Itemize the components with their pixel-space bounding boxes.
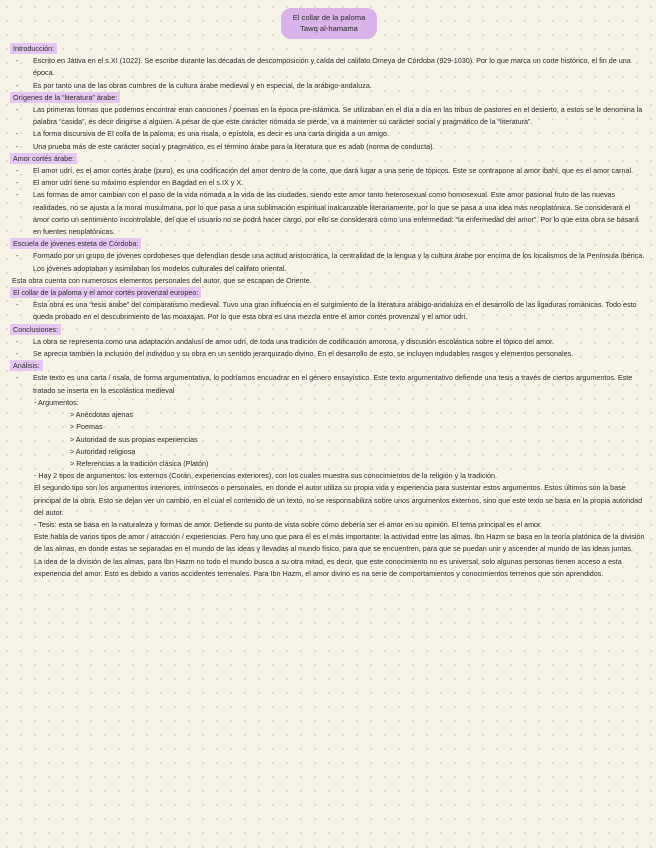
- heading-conclusiones: Conclusiones:: [10, 324, 61, 335]
- segundo-paragraph: El segundo tipo son los argumentos interiores, intrínsecos o personales, en donde el autor utiliza su propia vida y experiencia para sustentar estos argumentos. Estos últimos son la base principal de la obra. Esto se dejan ver un cambio, en el cual el contenido de un texto, no se responsabiliza sobre unos argumentos externos, sino que este texto se basa en la propia autoridad del autor.: [34, 483, 643, 517]
- tipos-paragraph: - Hay 2 tipos de argumentos: los externos (Corán, experiencias exteriores), con los cuales muestra sus conocimientos de la religión y la tradición.: [34, 471, 498, 481]
- idea-paragraph: La idea de la división de las almas, para Ibn Hazm no todo el mundo busca a su otra mitad, es decir, que este conocimiento no es universal, solo algunas personas tienen acceso a esta experiencia del amor. Esto es debido a varios accidentes terrenales. Para Ibn Hazm, el amor divino es na serie de comportamientos y conocimientos terrenos que son aprendidos.: [34, 556, 622, 578]
- analisis-list: [12, 372, 646, 396]
- heading-collar: El collar de la paloma y el amor cortés provenzal europeo:: [10, 287, 201, 298]
- heading-amor-cortes: Amor cortés árabe:: [10, 153, 77, 164]
- amor-list: [12, 165, 646, 238]
- list-item: - Las primeras formas que podemos encontrar eran canciones / poemas en la época pre-islámica. Se utilizaban en el día a día en las tribus de pastores en el desierto, a estos se le denomina la palabra “casida”, es decir dirigirse a alguien. A pesar de que este carácter nómada se pierde, va a mantener su carácter social y pragmático de la “literatura”.: [12, 104, 646, 128]
- habla-paragraph: Este habla de varios tipos de amor / atracción / experiencias. Pero hay uno que para él es el más importante: la actividad entre las almas. Ibn Hazm se basa en la teoría platónica de la división de las almas, en donde estas se separadas en el mundo de las ideas y llevadas al mundo físico, para que se encuentren, para que se puedan unir y ascender al mundo de las ideas juntas.: [34, 532, 645, 554]
- list-item: - Una prueba más de este carácter social y pragmático, es el término árabe para la literatura que es adab (norma de conducta).: [12, 141, 646, 153]
- escuela-list: [12, 250, 646, 274]
- argumento-item: > Referencias a la tradición clásica (Platón): [70, 458, 209, 468]
- intro-list: [12, 55, 646, 92]
- tesis-paragraph: - Tesis: esta se basa en la naturaleza y formas de amor. Defiende su punto de vista sobre cómo debería ser el amor en su opinión. El tema principal es el amor.: [34, 519, 543, 529]
- origenes-list: [12, 104, 646, 153]
- argumento-item: > Poemas: [70, 422, 103, 432]
- argumentos-label: - Argumentos:: [34, 397, 79, 407]
- list-item: - Este texto es una carta / risala, de forma argumentativa, lo podríamos encuadrar en el género ensayístico. Este texto argumentativo defiende una tesis a través de ciertos argumentos. Este tratado se inserta en la escolástica medieval: [12, 372, 646, 396]
- list-item: - Formado por un grupo de jóvenes cordobeses que defendían desde una actitud aristocrática, la centralidad de la lengua y la cultura árabe por encima de los localismos de la Península Ibérica. Los jóvenes adoptaban y asimilaban los modelos culturales del califato oriental.: [12, 250, 646, 274]
- argumento-item: > Autoridad de sus propias experiencias: [70, 434, 198, 444]
- heading-origenes: Orígenes de la “literatura” árabe:: [10, 92, 120, 103]
- list-item: - Se aprecia también la inclusión del individuo y su obra en un sentido jerarquizado divino. En el desarrollo de esto, se incluyen indudables rasgos y elementos personales.: [12, 348, 646, 360]
- list-item: - La forma discursiva de El colla de la paloma, es una risala, o epístola, es decir es una carta dirigida a un amigo.: [12, 128, 646, 140]
- conclusiones-list: [12, 336, 646, 360]
- list-item: - La obra se representa como una adaptación andalusí de amor udrí, de toda una tradición de codificación amorosa, y discusión escolástica sobre el tópico del amor.: [12, 336, 646, 348]
- argumento-item: > Anécdotas ajenas: [70, 410, 133, 420]
- title-line-2: Tawq al-hamama: [300, 24, 358, 33]
- heading-analisis: Análisis:: [10, 360, 43, 371]
- list-item: - El amor udrí tiene su máximo esplendor en Bagdad en el s.IX y X.: [12, 177, 646, 189]
- collar-list: [12, 299, 646, 323]
- argumento-item: > Autoridad religiosa: [70, 446, 136, 456]
- list-item: - Las formas de amor cambian con el paso de la vida nómada a la vida de las ciudades, siendo este amor tanto heterosexual como homosexual. Este amor pasional fruto de las nuevas realidades, no se ajusta a la moral musulmana, por lo que pasa a una sublimación espiritual inalcanzable literariamente, por lo que se pasa a una idea más neoplatónica. Se considerará el amor como un sentimiento incontrolable, del que el usuario no se podrá hacer cargo, por ello se considerará como una enfermedad: “la enfermedad del amor”. Por lo que esta obra se basará en fuentes neoplatónicas.: [12, 189, 646, 238]
- page-title: [281, 8, 377, 39]
- list-item: - Es por tanto una de las obras cumbres de la cultura árabe medieval y en especial, de la arábigo-andaluza.: [12, 80, 646, 92]
- escuela-note: Esta obra cuenta con numerosos elementos personales del autor, que se escapan de Oriente.: [12, 275, 312, 285]
- list-item: - Esta obra es una “tesis árabe” del comparatismo medieval. Tuvo una gran influencia en el surgimiento de la literatura arábigo-andaluza en el desarrollo de las ligaduras románicas. Todo esto queda probado en el descubrimiento de las moaxajas. Por lo que esta obra es una mezcla entre el amor cortés provenzal y el amor udrí.: [12, 299, 646, 323]
- heading-introduccion: Introducción:: [10, 43, 57, 54]
- list-item: - Escrito en Játiva en el s.XI (1022). Se escribe durante las décadas de descomposición y caída del califato Omeya de Córdoba (929-1030). Por lo que marca un corte histórico, el fin de una época.: [12, 55, 646, 79]
- list-item: - El amor udrí, es el amor cortés árabe (puro), es una codificación del amor dentro de la corte, que dará lugar a una serie de tópicos. Este se contrapone al amor ibahí, que es el amor carnal.: [12, 165, 646, 177]
- title-line-1: El collar de la paloma: [292, 13, 366, 22]
- heading-escuela: Escuela de jóvenes esteta de Córdoba:: [10, 238, 141, 249]
